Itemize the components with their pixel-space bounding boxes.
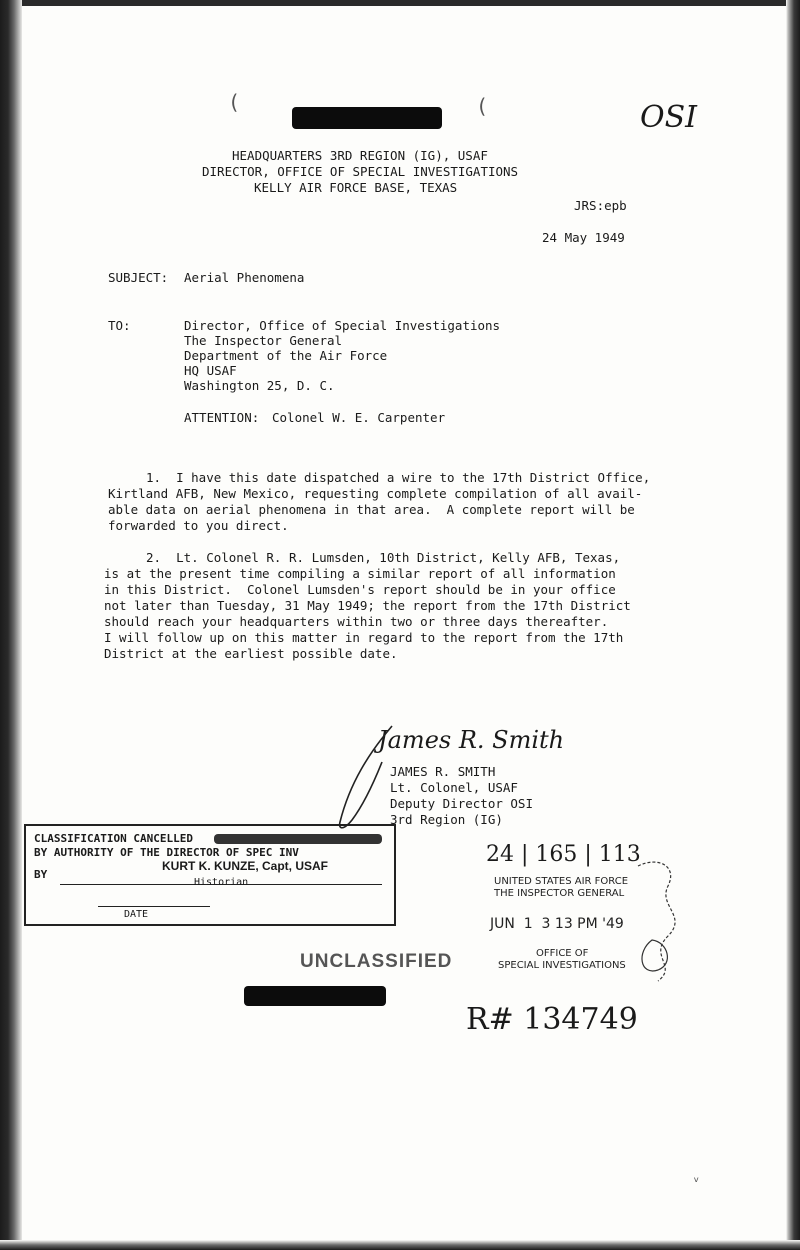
received-stamp-line-1: UNITED STATES AIR FORCE (494, 876, 629, 887)
paragraph-2-line-5: should reach your headquarters within two or three days thereafter. (104, 614, 609, 629)
stamp-line-1: CLASSIFICATION CANCELLED (34, 832, 193, 845)
to-line-1: Director, Office of Special Investigations (184, 318, 501, 333)
paragraph-2-line-1: 2. Lt. Colonel R. R. Lumsden, 10th District, Kelly AFB, Texas, (146, 550, 621, 565)
scan-edge-top (0, 0, 800, 6)
letter-date: 24 May 1949 (542, 230, 625, 245)
paragraph-2-line-2: is at the present time compiling a similar report of all information (104, 566, 616, 581)
redaction-top (292, 107, 442, 129)
attention-text: Colonel W. E. Carpenter (272, 410, 446, 425)
stamp-date-label: DATE (124, 909, 149, 920)
attention-label: ATTENTION: (184, 410, 260, 425)
subject-label: SUBJECT: (108, 270, 169, 285)
reference-initials: JRS:epb (574, 198, 627, 213)
stamp-line-2: BY AUTHORITY OF THE DIRECTOR OF SPEC INV (34, 846, 299, 859)
signature-line-2: Lt. Colonel, USAF (390, 780, 518, 795)
letterhead-line-2: DIRECTOR, OFFICE OF SPECIAL INVESTIGATIONS (202, 164, 519, 179)
received-stamp-line-4: SPECIAL INVESTIGATIONS (498, 960, 626, 971)
to-line-3: Department of the Air Force (184, 348, 388, 363)
handwritten-signature: James R. Smith (378, 726, 565, 754)
redaction-bottom (244, 986, 386, 1006)
received-stamp-line-3: OFFICE OF (536, 948, 589, 959)
signature-line-3: Deputy Director OSI (390, 796, 533, 811)
paren-mark-left: ( (228, 90, 241, 114)
to-label: TO: (108, 318, 131, 333)
to-line-2: The Inspector General (184, 333, 343, 348)
margin-mark: ᵥ (692, 1170, 701, 1186)
classification-cancelled-stamp (24, 824, 396, 926)
scan-edge-right (786, 0, 800, 1250)
scan-edge-bottom (0, 1240, 800, 1250)
received-stamp-line-2: THE INSPECTOR GENERAL (494, 888, 625, 899)
to-line-4: HQ USAF (184, 363, 237, 378)
paragraph-2-line-3: in this District. Colonel Lumsden's report should be in your office (104, 582, 616, 597)
to-line-5: Washington 25, D. C. (184, 378, 335, 393)
paragraph-2-line-4: not later than Tuesday, 31 May 1949; the report from the 17th District (104, 598, 631, 613)
paragraph-2-line-6: I will follow up on this matter in regard to the report from the 17th (104, 630, 624, 645)
paragraph-1-line-2: Kirtland AFB, New Mexico, requesting complete compilation of all avail- (108, 486, 643, 501)
received-stamp-time: JUN 1 3 13 PM '49 (490, 916, 624, 932)
stamp-by-label: BY (34, 868, 48, 881)
stamp-date-line (98, 906, 210, 907)
stamp-redaction (214, 834, 382, 844)
paragraph-2-line-7: District at the earliest possible date. (104, 646, 398, 661)
paragraph-1-line-3: able data on aerial phenomena in that area. A complete report will be (108, 502, 635, 517)
stamp-by-name: KURT K. KUNZE, Capt, USAF (162, 859, 328, 873)
paragraph-1-line-1: 1. I have this date dispatched a wire to the 17th District Office, (146, 470, 651, 485)
scan-edge-left (0, 0, 22, 1250)
paragraph-1-line-4: forwarded to you direct. (108, 518, 289, 533)
stamp-by-title: Historian (194, 877, 249, 888)
signature-line-4: 3rd Region (IG) (390, 812, 503, 827)
paren-mark-right: ( (476, 94, 489, 118)
unclassified-stamp: UNCLASSIFIED (300, 951, 453, 972)
subject-text: Aerial Phenomena (184, 270, 305, 285)
letterhead-line-3: KELLY AIR FORCE BASE, TEXAS (254, 180, 458, 195)
letterhead-line-1: HEADQUARTERS 3RD REGION (IG), USAF (232, 148, 488, 163)
signature-line-1: JAMES R. SMITH (390, 764, 496, 779)
received-stamp-numbers: 24 | 165 | 113 (486, 842, 641, 867)
received-stamp-scribble (628, 856, 698, 986)
corner-mark: OSI (640, 100, 697, 135)
record-number: R# 134749 (466, 1002, 638, 1037)
